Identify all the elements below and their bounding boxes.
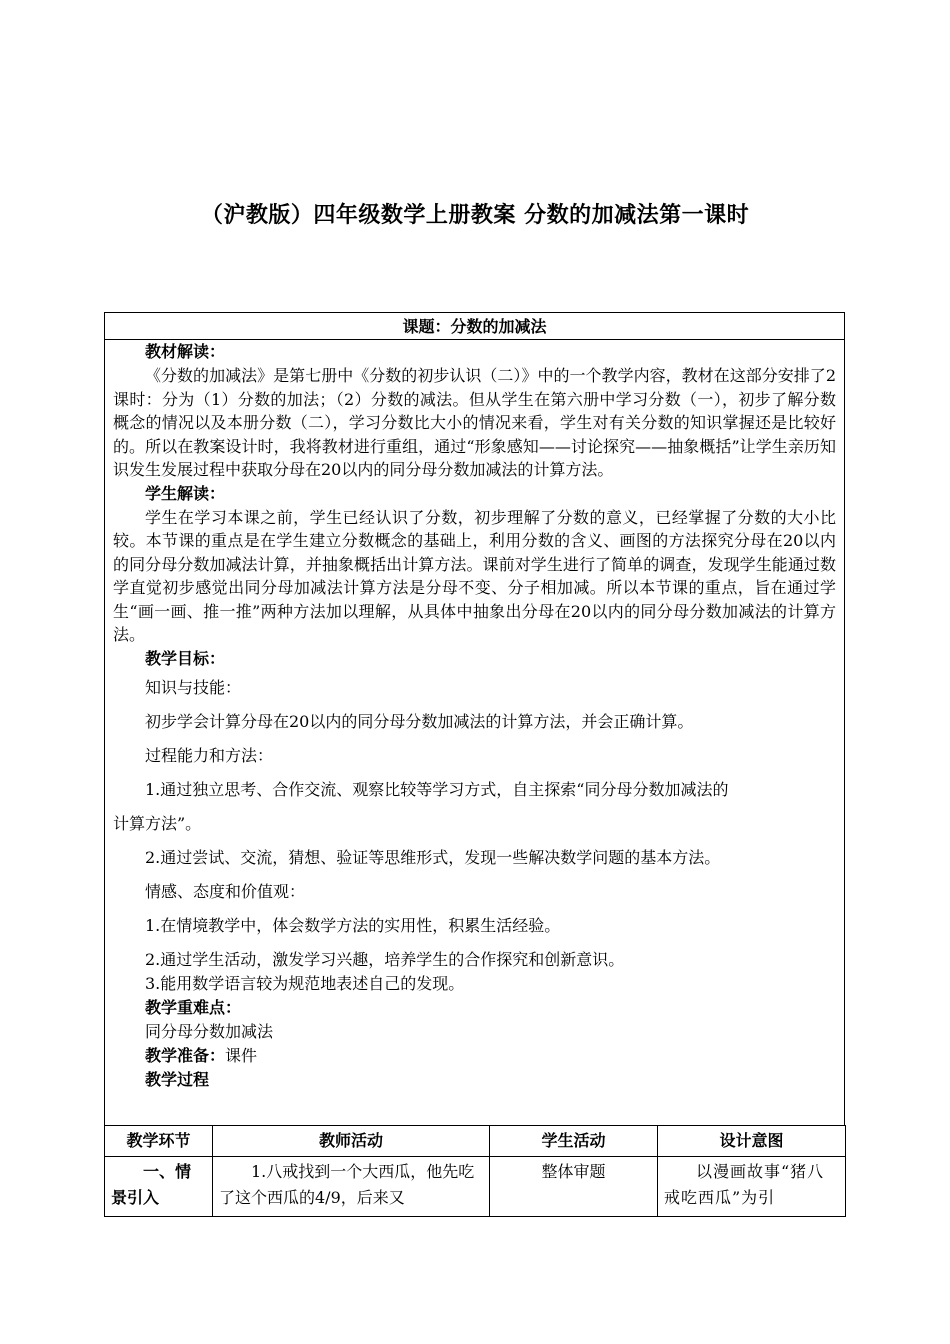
cell-teacher: 1.八戒找到一个大西瓜，他先吃了这个西瓜的4/9，后来又	[213, 1157, 490, 1217]
material-text: 《分数的加减法》是第七册中《分数的初步认识（二）》中的一个教学内容，教材在这部分安排了2课时：分为（1）分数的加法；（2）分数的减法。但从学生在第六册中学习分数（一），初步了解分数概念的情况以及本册分数（二），学习分数比大小的情况来看，学生对有关分数的知识掌握还是比较好的。所以在教案设计时，我将教材进行重组，通过“形象感知——讨论探究——抽象概括”让学生亲历知识发生发展过程中获取分母在20以内的同分母分数加减法的计算方法。	[113, 366, 836, 479]
process-heading: 教学过程	[145, 1069, 210, 1089]
header-stage: 教学环节	[105, 1126, 213, 1157]
goal-emotion-title: 情感、态度和价值观：	[145, 881, 306, 901]
goal-knowledge-title: 知识与技能：	[145, 677, 242, 697]
goal-process-item-1: 1.通过独立思考、合作交流、观察比较等学习方式，自主探索“同分母分数加减法的	[145, 779, 729, 799]
header-intent: 设计意图	[658, 1126, 846, 1157]
preparation-label: 教学准备：	[145, 1045, 226, 1065]
lesson-body	[105, 340, 844, 1092]
goal-knowledge-text: 初步学会计算分母在20以内的同分母分数加减法的计算方法，并会正确计算。	[145, 711, 694, 731]
goal-emotion-item-3: 3.能用数学语言较为规范地表述自己的发现。	[145, 973, 465, 993]
student-text: 学生在学习本课之前，学生已经认识了分数，初步理解了分数的意义，已经掌握了分数的大小比较。本节课的重点是在学生建立分数概念的基础上，利用分数的含义、画图的方法探究分母在20以内的同分母分数加减法计算，并抽象概括出计算方法。课前对学生进行了简单的调查，发现学生能通过数学直觉初步感觉出同分母加减法计算方法是分母不变、分子相加减。所以本节课的重点，旨在通过学生“画一画、推一推”两种方法加以理解，从具体中抽象出分母在20以内的同分母分数加减法的计算方法。	[113, 507, 836, 644]
goal-process-item-1-cont: 计算方法”。	[113, 813, 202, 833]
goal-emotion-item-1: 1.在情境教学中，体会数学方法的实用性，积累生活经验。	[145, 915, 561, 935]
document-title: （沪教版）四年级数学上册教案 分数的加减法第一课时	[200, 203, 750, 228]
process-table	[104, 1125, 846, 1217]
preparation-value: 课件	[225, 1045, 258, 1065]
goals-heading: 教学目标：	[145, 648, 226, 668]
cell-intent: 以漫画故事“猪八戒吃西瓜”为引	[658, 1157, 846, 1217]
cell-stage: 一、情景引入	[105, 1157, 213, 1217]
cell-student: 整体审题	[490, 1157, 658, 1217]
goal-process-title: 过程能力和方法：	[145, 745, 274, 765]
goal-process-item-2: 2.通过尝试、交流，猜想、验证等思维形式，发现一些解决数学问题的基本方法。	[145, 847, 721, 867]
header-teacher: 教师活动	[213, 1126, 490, 1157]
student-heading: 学生解读：	[145, 483, 226, 503]
key-points-text: 同分母分数加减法	[145, 1021, 274, 1041]
table-row	[105, 1157, 846, 1217]
lesson-heading: 课题：分数的加减法	[105, 313, 844, 340]
material-heading: 教材解读：	[145, 342, 226, 361]
preparation	[113, 1044, 836, 1068]
process-table-header	[105, 1126, 846, 1157]
header-student: 学生活动	[490, 1126, 658, 1157]
lesson-plan-box	[104, 312, 845, 1126]
goal-emotion-item-2: 2.通过学生活动，激发学习兴趣，培养学生的合作探究和创新意识。	[145, 949, 625, 969]
key-points-heading: 教学重难点：	[145, 997, 242, 1017]
